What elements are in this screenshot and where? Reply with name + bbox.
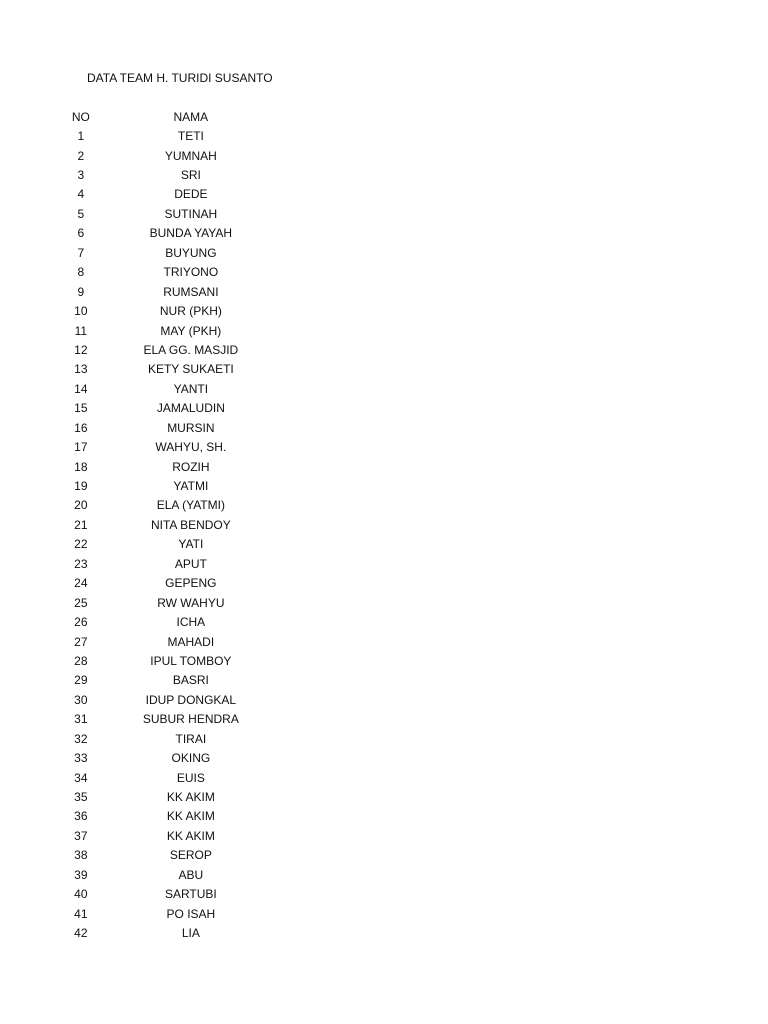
row-number: 21 [74, 517, 88, 532]
table-row [60, 729, 280, 748]
table-row [60, 224, 280, 243]
row-name: KK AKIM [166, 809, 215, 824]
row-number: 19 [74, 479, 88, 494]
row-number: 27 [74, 634, 88, 649]
table-row [60, 282, 280, 301]
row-name: NITA BENDOY [150, 517, 231, 532]
row-number: 5 [77, 206, 85, 221]
row-name: ELA (YATMI) [156, 498, 225, 513]
row-number: 26 [74, 615, 88, 630]
table-row [60, 593, 280, 612]
row-name: GEPENG [165, 576, 217, 591]
row-name: YATMI [173, 479, 209, 494]
row-name: EUIS [176, 770, 205, 785]
row-number: 38 [74, 848, 88, 863]
row-number: 15 [74, 401, 88, 416]
row-name: LIA [181, 926, 200, 941]
table-row [60, 535, 280, 554]
row-number: 11 [74, 323, 88, 338]
row-number: 9 [77, 284, 85, 299]
row-number: 13 [74, 362, 88, 377]
row-name: SRI [180, 168, 201, 183]
table-row [60, 690, 280, 709]
table-row [60, 768, 280, 787]
row-number: 16 [74, 420, 88, 435]
row-name: ICHA [176, 615, 206, 630]
row-name: OKING [171, 751, 211, 766]
row-name: TRIYONO [163, 265, 219, 280]
table-row [60, 263, 280, 282]
row-name: SUBUR HENDRA [142, 712, 239, 727]
row-number: 32 [74, 731, 88, 746]
table-row [60, 904, 280, 923]
table-row [60, 826, 280, 845]
row-number: 37 [74, 828, 88, 843]
table-row [60, 496, 280, 515]
table-row [60, 457, 280, 476]
row-number: 30 [74, 692, 88, 707]
row-name: NUR (PKH) [159, 304, 222, 319]
table-row [60, 379, 280, 398]
row-name: JAMALUDIN [156, 401, 225, 416]
table-row [60, 787, 280, 806]
table-row [60, 651, 280, 670]
row-name: ABU [178, 867, 204, 882]
row-name: MURSIN [167, 420, 215, 435]
row-name: DEDE [174, 187, 208, 202]
table-row [60, 418, 280, 437]
document-title: DATA TEAM H. TURIDI SUSANTO [87, 71, 273, 85]
row-number: 34 [74, 770, 88, 785]
row-number: 24 [74, 576, 88, 591]
row-number: 36 [74, 809, 88, 824]
table-row [60, 671, 280, 690]
row-number: 29 [74, 673, 88, 688]
table-row [60, 476, 280, 495]
row-number: 7 [77, 245, 85, 260]
column-header-no: NO [71, 109, 90, 124]
row-name: YANTI [173, 381, 209, 396]
table-row [60, 204, 280, 223]
row-number: 14 [74, 381, 88, 396]
table-row [60, 399, 280, 418]
row-name: MAY (PKH) [160, 323, 222, 338]
row-name: RUMSANI [163, 284, 219, 299]
table-row [60, 126, 280, 145]
row-number: 42 [74, 926, 88, 941]
row-name: APUT [174, 556, 207, 571]
row-name: KK AKIM [166, 828, 215, 843]
table-row [60, 923, 280, 942]
row-name: TETI [177, 129, 204, 144]
row-name: TIRAI [175, 731, 207, 746]
row-number: 12 [74, 342, 88, 357]
table-row [60, 321, 280, 340]
table-row [60, 807, 280, 826]
row-number: 22 [74, 537, 88, 552]
row-name: SEROP [169, 848, 212, 863]
column-header-nama: NAMA [173, 109, 209, 124]
row-number: 28 [74, 653, 88, 668]
row-name: BASRI [172, 673, 209, 688]
row-name: YATI [178, 537, 204, 552]
row-number: 17 [74, 440, 88, 455]
table-header-row [60, 107, 280, 126]
row-name: WAHYU, SH. [155, 440, 227, 455]
row-name: PO ISAH [166, 906, 216, 921]
row-name: SUTINAH [164, 206, 218, 221]
row-number: 39 [74, 867, 88, 882]
table-row [60, 865, 280, 884]
row-number: 23 [74, 556, 88, 571]
row-name: IPUL TOMBOY [150, 653, 232, 668]
team-table [60, 107, 280, 943]
row-number: 3 [77, 168, 85, 183]
row-name: YUMNAH [164, 148, 217, 163]
table-row [60, 340, 280, 359]
row-name: ELA GG. MASJID [143, 342, 239, 357]
table-row [60, 554, 280, 573]
row-number: 33 [74, 751, 88, 766]
table-row [60, 710, 280, 729]
row-number: 25 [74, 595, 88, 610]
row-number: 1 [77, 129, 85, 144]
row-name: RW WAHYU [157, 595, 225, 610]
row-name: SARTUBI [164, 887, 217, 902]
row-name: BUNDA YAYAH [149, 226, 233, 241]
table-body [60, 126, 280, 942]
row-number: 31 [74, 712, 88, 727]
row-name: ROZIH [172, 459, 210, 474]
row-number: 8 [77, 265, 85, 280]
table-row [60, 360, 280, 379]
table-row [60, 185, 280, 204]
row-name: BUYUNG [165, 245, 217, 260]
row-number: 20 [74, 498, 88, 513]
row-name: MAHADI [167, 634, 215, 649]
table-row [60, 885, 280, 904]
row-number: 35 [74, 790, 88, 805]
table-row [60, 301, 280, 320]
table-row [60, 165, 280, 184]
table-row [60, 748, 280, 767]
row-number: 10 [74, 304, 88, 319]
row-number: 40 [74, 887, 88, 902]
table-row [60, 846, 280, 865]
table-row [60, 437, 280, 456]
row-name: KK AKIM [166, 790, 215, 805]
table-row [60, 146, 280, 165]
table-row [60, 632, 280, 651]
table-row [60, 243, 280, 262]
row-number: 6 [77, 226, 85, 241]
table-row [60, 574, 280, 593]
table-row [60, 515, 280, 534]
row-number: 18 [74, 459, 88, 474]
row-name: IDUP DONGKAL [145, 692, 237, 707]
row-number: 2 [77, 148, 85, 163]
table-row [60, 612, 280, 631]
row-number: 4 [77, 187, 85, 202]
row-number: 41 [74, 906, 88, 921]
row-name: KETY SUKAETI [147, 362, 234, 377]
